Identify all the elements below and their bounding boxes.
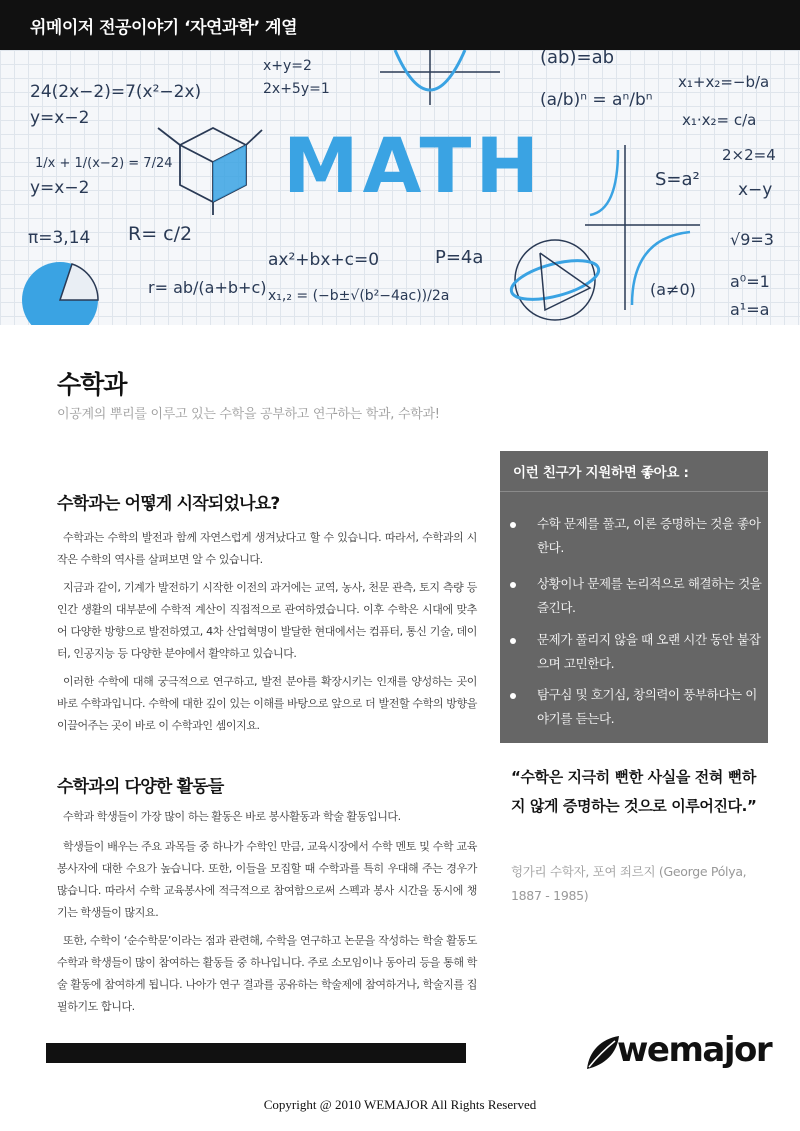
formula: r= ab/(a+b+c) [148, 278, 267, 297]
parabola-illustration [380, 50, 500, 105]
paragraph: 또한, 수학이 ‘순수학문’이라는 점과 관련해, 수학을 연구하고 논문을 작성하는 학술 활동도 수학과 학생들이 많이 참여하는 활동들 중 하나입니다. 주로 소모임이나 동아리 등을 통해 학술 활동에 참여하게 됩니다. 나아가 연구 결과를 공유하는 학술제에 참여하거나, 학술지를 집필하기도 합니다. [57, 934, 477, 1013]
list-item-text: 문제가 풀리지 않을 때 오랜 시간 동안 붙잡으며 고민한다. [537, 632, 761, 671]
formula: y=x−2 [30, 178, 90, 198]
page-subtitle: 이공계의 뿌리를 이루고 있는 수학을 공부하고 연구하는 학과, 수학과! [57, 407, 440, 422]
recommend-box [500, 451, 768, 743]
sphere-illustration [507, 240, 602, 320]
cube-illustration [158, 128, 262, 215]
section-heading: 수학과는 어떻게 시작되었나요? [57, 494, 280, 514]
formula: x₁,₂ = (−b±√(b²−4ac))/2a [268, 288, 450, 304]
paragraph: 학생들이 배우는 주요 과목들 중 하나가 수학인 만큼, 교육시장에서 수학 멘토 및 수학 교육봉사자에 대한 수요가 높습니다. 또한, 이들을 모집할 때 수학과를 특히 우대해 주는 경우가 많습니다. 따라서 수학 교육봉사에 적극적으로 참여함으로써 스펙과 봉사 시간을 동시에 챙기는 학생들이 많지요. [57, 840, 477, 919]
bullet-icon [510, 522, 516, 528]
paragraph: 수학과는 수학의 발전과 함께 자연스럽게 생겨났다고 할 수 있습니다. 따라서, 수학과의 시작은 수학의 역사를 살펴보면 알 수 있습니다. [57, 531, 477, 566]
formula: y=x−2 [30, 108, 90, 128]
formula: x₁·x₂= c/a [682, 111, 757, 129]
paragraph: 수학과 학생들이 가장 많이 하는 활동은 바로 봉사활동과 학술 활동입니다. [63, 810, 401, 823]
header-title: 위메이저 전공이야기 ‘자연과학’ 계열 [30, 18, 298, 38]
formula: x−y [738, 180, 773, 200]
section-heading: 수학과의 다양한 활동들 [57, 777, 224, 797]
bullet-icon [510, 693, 516, 699]
formula: 2×2=4 [722, 146, 776, 164]
formula: π=3,14 [28, 228, 91, 248]
copyright: Copyright @ 2010 WEMAJOR All Rights Reserved [263, 1097, 537, 1112]
formula: a⁰=1 [730, 272, 770, 291]
formula: √9=3 [730, 230, 774, 249]
divider [500, 491, 768, 492]
quote-text: “수학은 지극히 뻔한 사실을 전혀 뻔하지 않게 증명하는 것으로 이루어진다.” [511, 768, 757, 815]
formula: x₁+x₂=−b/a [678, 73, 770, 91]
logo-text: wemajor [617, 1030, 772, 1070]
formula: 24(2x−2)=7(x²−2x) [30, 82, 202, 102]
page-title: 수학과 [57, 370, 127, 399]
list-item-text: 수학 문제를 풀고, 이론 증명하는 것을 좋아한다. [537, 516, 761, 555]
formula: (a≠0) [650, 280, 696, 299]
bullet-icon [510, 638, 516, 644]
math-banner [0, 50, 800, 325]
bullet-icon [510, 582, 516, 588]
quote-source: 헝가리 수학자, 포여 죄르지 (George Pólya, 1887 - 1985) [511, 864, 747, 903]
formula: S=a² [655, 169, 700, 190]
formula: 2x+5y=1 [263, 81, 330, 97]
formula: a¹=a [730, 300, 770, 319]
formula: R= c/2 [128, 223, 193, 245]
wemajor-logo [583, 1030, 772, 1073]
formula: ax²+bx+c=0 [268, 250, 380, 270]
list-item-text: 탐구심 및 호기심, 창의력이 풍부하다는 이야기를 듣는다. [537, 687, 757, 726]
footer-bar [46, 1043, 466, 1063]
paragraph: 지금과 같이, 기계가 발전하기 시작한 이전의 과거에는 교역, 농사, 천문 관측, 토지 측량 등 인간 생활의 대부분에 수학적 계산이 직접적으로 관여하였습니다. 이후 수학은 시대에 맞추어 다양한 방향으로 발전하였고, 4차 산업혁명이 발달한 현대에서는 컴퓨터, 통신 기술, 데이터, 인공지능 등 다양한 분야에서 활약하고 있습니다. [57, 581, 477, 660]
list-item-text: 상황이나 문제를 논리적으로 해결하는 것을 즐긴다. [537, 576, 762, 615]
formula: (a/b)ⁿ = aⁿ/bⁿ [540, 90, 653, 110]
formula: 1/x + 1/(x−2) = 7/24 [35, 156, 173, 171]
formula: (ab)=ab [540, 50, 615, 68]
top-header-bar [0, 0, 800, 50]
pie-illustration [22, 262, 98, 325]
paragraph: 이러한 수학에 대해 궁극적으로 연구하고, 발전 분야를 확장시키는 인재를 양성하는 곳이 바로 수학과입니다. 수학에 대한 깊이 있는 이해를 바탕으로 앞으로 더 발전할 수학의 방향을 이끌어주는 곳이 바로 이 수학과인 셈이지요. [57, 675, 477, 732]
banner-illustration [0, 50, 800, 325]
banner-heading: MATH [283, 121, 543, 210]
recommend-box-title: 이런 친구가 지원하면 좋아요 : [513, 465, 689, 481]
formula: x+y=2 [263, 58, 312, 74]
formula: P=4a [435, 247, 484, 268]
